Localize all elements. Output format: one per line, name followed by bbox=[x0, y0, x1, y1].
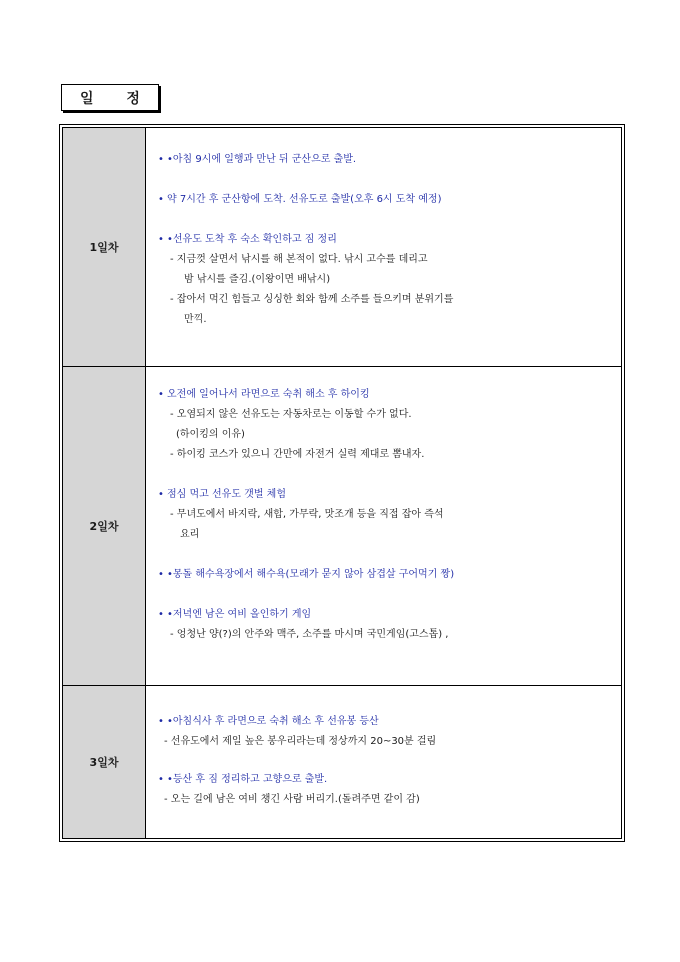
sub-item-continued: (하이킹의 이유) bbox=[176, 429, 245, 441]
bullet-item: • 오전에 일어나서 라면으로 숙취 해소 후 하이킹 bbox=[158, 389, 370, 401]
sub-item: - 하이킹 코스가 있으니 간만에 자전거 실력 제대로 뽐내자. bbox=[170, 449, 425, 461]
bullet-item: • •등산 후 짐 정리하고 고향으로 출발. bbox=[158, 774, 328, 786]
sub-item: - 잡아서 먹긴 힘들고 싱싱한 회와 함께 소주를 들으키며 분위기를 bbox=[170, 294, 454, 305]
bullet-item: • •선유도 도착 후 숙소 확인하고 짐 정리 bbox=[158, 234, 337, 245]
bullet-item: • •아침식사 후 라면으로 숙취 해소 후 선유봉 등산 bbox=[158, 716, 379, 728]
sub-item-continued: 만끽. bbox=[184, 314, 207, 325]
day-row-1 bbox=[63, 128, 622, 367]
day-label-2: 2일차 bbox=[63, 367, 146, 686]
sub-item-continued: 요리 bbox=[180, 529, 200, 541]
sub-item: - 지금껏 살면서 낚시를 해 본적이 없다. 낚시 고수를 데리고 bbox=[170, 254, 428, 265]
schedule-title: 일 정 bbox=[61, 84, 159, 111]
schedule-table bbox=[59, 124, 625, 842]
day-content-1 bbox=[146, 128, 622, 367]
day-label-3: 3일차 bbox=[63, 686, 146, 839]
day-row-3 bbox=[63, 686, 622, 839]
day-label-1: 1일차 bbox=[63, 128, 146, 367]
sub-item: - 무녀도에서 바지락, 새합, 가무락, 맛조개 등을 직접 잡아 즉석 bbox=[170, 509, 444, 521]
sub-item: - 선유도에서 제일 높은 봉우리라는데 정상까지 20~30분 걸림 bbox=[164, 736, 437, 748]
bullet-item: • •아침 9시에 일행과 만난 뒤 군산으로 출발. bbox=[158, 154, 357, 165]
bullet-item: • 점심 먹고 선유도 갯벌 체험 bbox=[158, 489, 286, 501]
sub-item: - 오염되지 않은 선유도는 자동차로는 이동할 수가 없다. bbox=[170, 409, 412, 421]
day-content-2 bbox=[146, 367, 622, 686]
day-row-2 bbox=[63, 367, 622, 686]
sub-item: - 오는 길에 남은 여비 챙긴 사람 버리기.(돌려주면 같이 감) bbox=[164, 794, 420, 806]
day-content-3 bbox=[146, 686, 622, 839]
sub-item: - 엉청난 양(?)의 안주와 맥주, 소주를 마시며 국민게임(고스톱) , bbox=[170, 629, 449, 641]
bullet-item: • 약 7시간 후 군산항에 도착. 선유도로 출발(오후 6시 도착 예정) bbox=[158, 194, 442, 205]
bullet-item: • •저녁엔 남은 여비 올인하기 게임 bbox=[158, 609, 312, 621]
bullet-item: • •몽돌 해수욕장에서 해수욕(모래가 묻지 않아 삼겹살 구어먹기 짱) bbox=[158, 569, 455, 581]
sub-item-continued: 밤 낚시를 즐김.(이왕이면 배낚시) bbox=[184, 274, 331, 285]
